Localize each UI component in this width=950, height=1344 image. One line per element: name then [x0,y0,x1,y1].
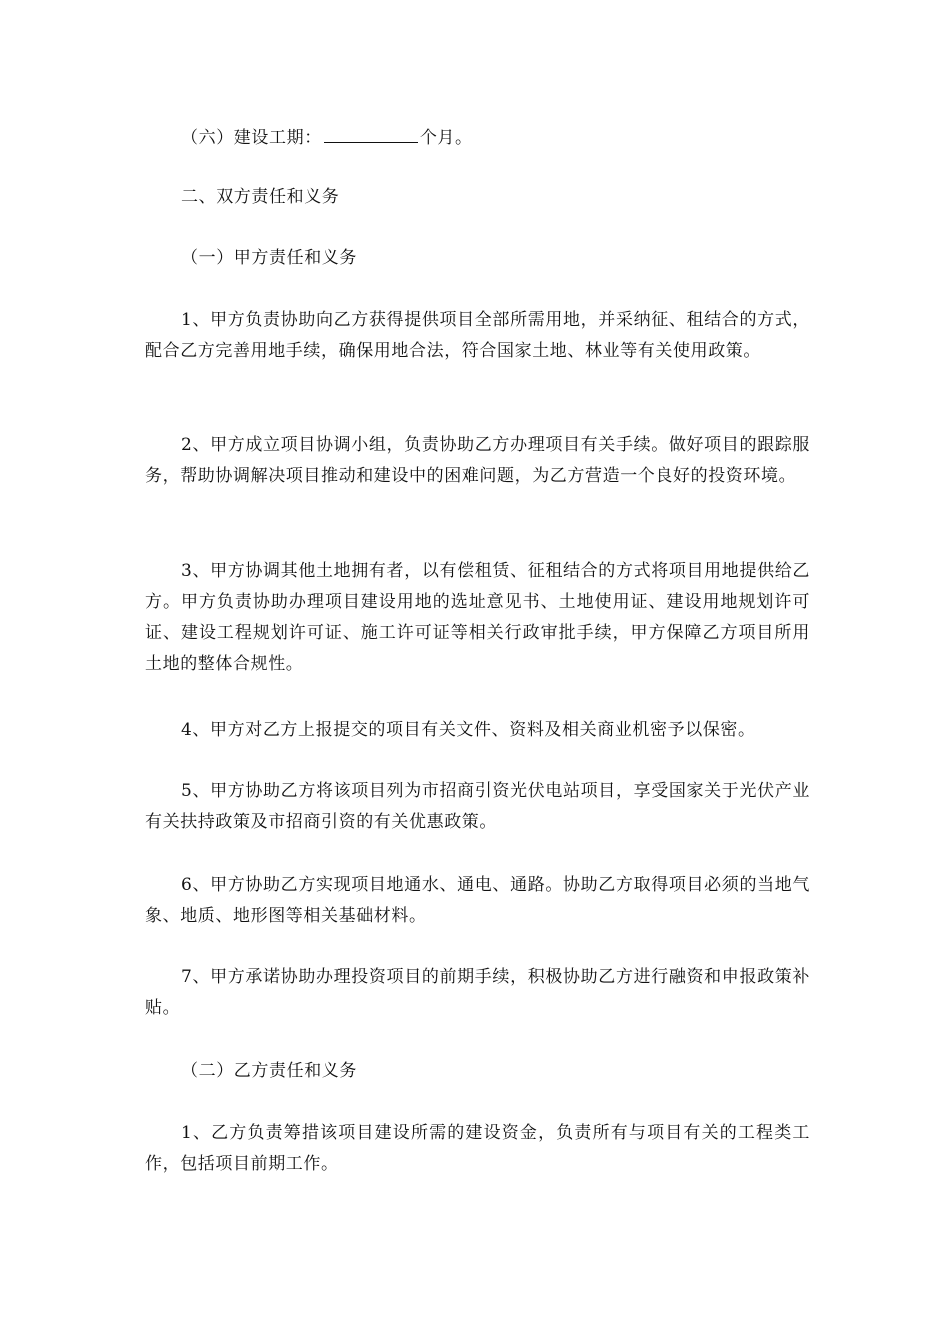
party-a-item-1: 1、甲方负责协助向乙方获得提供项目全部所需用地，并采纳征、租结合的方式，配合乙方完善用地手续，确保用地合法，符合国家土地、林业等有关使用政策。 [145,310,810,361]
construction-period-blank [324,125,418,143]
party-a-item-5: 5、甲方协助乙方将该项目列为市招商引资光伏电站项目，享受国家关于光伏产业有关扶持政策及市招商引资的有关优惠政策。 [145,781,810,832]
construction-period-prefix: （六）建设工期： [181,128,322,148]
party-a-item-4: 4、甲方对乙方上报提交的项目有关文件、资料及相关商业机密予以保密。 [181,720,756,740]
party-b-item-1: 1、乙方负责筹措该项目建设所需的建设资金，负责所有与项目有关的工程类工作，包括项目前期工作。 [145,1123,810,1174]
section-two-title: 二、双方责任和义务 [181,187,340,207]
party-a-title: （一）甲方责任和义务 [181,248,357,268]
party-b-title: （二）乙方责任和义务 [181,1061,357,1081]
party-a-item-7: 7、甲方承诺协助办理投资项目的前期手续，积极协助乙方进行融资和申报政策补贴。 [145,967,810,1018]
party-a-item-3: 3、甲方协调其他土地拥有者，以有偿租赁、征租结合的方式将项目用地提供给乙方。甲方负责协助办理项目建设用地的选址意见书、土地使用证、建设用地规划许可证、建设工程规划许可证、施工许可证等相关行政审批手续，甲方保障乙方项目所用土地的整体合规性。 [145,561,810,674]
construction-period-suffix: 个月。 [419,128,473,148]
party-a-item-2: 2、甲方成立项目协调小组，负责协助乙方办理项目有关手续。做好项目的跟踪服务，帮助协调解决项目推动和建设中的困难问题，为乙方营造一个良好的投资环境。 [145,435,810,486]
construction-period-line [145,123,810,154]
party-a-item-6: 6、甲方协助乙方实现项目地通水、通电、通路。协助乙方取得项目必须的当地气象、地质、地形图等相关基础材料。 [145,875,810,926]
